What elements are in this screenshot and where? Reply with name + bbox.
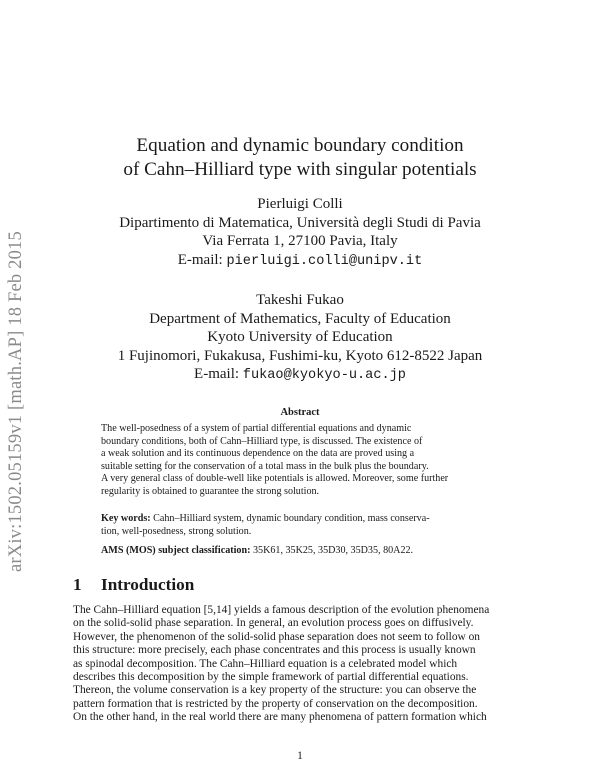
ams-label: AMS (MOS) subject classification: — [101, 545, 251, 556]
author-block-2 — [60, 291, 540, 386]
section-title: Introduction — [101, 575, 195, 594]
intro-line: pattern formation that is restricted by the property of conservation on the decomposition. — [73, 697, 478, 710]
keywords — [101, 513, 499, 538]
intro-line: The Cahn–Hilliard equation [5,14] yields a famous description of the evolution phenomena — [73, 604, 490, 616]
author-email[interactable]: fukao@kyokyo-u.ac.jp — [242, 368, 406, 383]
abstract-line: regularity is obtained to guarantee the strong solution. — [101, 485, 320, 497]
section-heading-introduction — [73, 575, 194, 595]
ams-codes: 35K61, 35K25, 35D30, 35D35, 80A22. — [252, 545, 414, 556]
abstract-line: The well-posedness of a system of partial differential equations and dynamic — [101, 423, 412, 434]
keywords-line-2: tion, well-posedness, strong solution. — [101, 525, 252, 537]
author-email-line — [60, 365, 540, 386]
email-label: E-mail: — [194, 366, 240, 382]
title-line-1: Equation and dynamic boundary condition — [136, 135, 464, 156]
author-address: Via Ferrata 1, 27100 Pavia, Italy — [202, 233, 398, 249]
author-block-1 — [60, 195, 540, 271]
author-address: 1 Fujinomori, Fukakusa, Fushimi-ku, Kyoto 612-8522 Japan — [117, 347, 483, 364]
email-label: E-mail: — [177, 251, 223, 268]
abstract-heading: Abstract — [280, 407, 320, 418]
intro-line: However, the phenomenon of the solid-solid phase separation does not seem to follow on — [73, 630, 480, 643]
abstract-line: suitable setting for the conservation of a total mass in the bulk plus the boundary. — [101, 460, 429, 472]
title-line-2: of Cahn–Hilliard type with singular potentials — [123, 159, 477, 180]
section-number: 1 — [73, 575, 82, 594]
keywords-text: Cahn–Hilliard system, dynamic boundary condition, mass conserva- — [153, 513, 430, 524]
paper-title — [60, 134, 540, 182]
abstract-body — [101, 423, 499, 499]
intro-line: as spinodal decomposition. The Cahn–Hilliard equation is a celebrated model which — [73, 657, 458, 670]
abstract-line: a weak solution and its continuous dependence on the data are proved using a — [101, 448, 415, 460]
keywords-label: Key words: — [101, 513, 151, 524]
intro-line: Thereon, the volume conservation is a key property of the structure: you can observe the — [73, 684, 477, 697]
abstract-line: boundary conditions, both of Cahn–Hilliard type, is discussed. The existence of — [101, 435, 423, 447]
author-name: Takeshi Fukao — [256, 292, 344, 308]
intro-line: On the other hand, in the real world there are many phenomena of pattern formation which — [73, 711, 487, 724]
author-affiliation: Department of Mathematics, Faculty of Education — [149, 310, 451, 327]
keywords-line-1 — [101, 513, 499, 526]
intro-line: this structure: more precisely, each phase concentrates and this process is usually known — [73, 644, 476, 657]
introduction-body — [73, 604, 529, 725]
intro-line: describes this decomposition by the simple framework of partial differential equations. — [73, 671, 469, 684]
abstract-line: A very general class of double-well like potentials is allowed. Moreover, some further — [101, 473, 449, 485]
author-institution: Kyoto University of Education — [207, 329, 393, 345]
author-name: Pierluigi Colli — [257, 196, 343, 212]
page-number: 1 — [297, 750, 303, 762]
ams-classification — [101, 545, 413, 556]
author-email-line — [60, 251, 540, 272]
author-email[interactable]: pierluigi.colli@unipv.it — [226, 253, 423, 269]
arxiv-identifier-stamp: arXiv:1502.05159v1 [math.AP] 18 Feb 2015 — [6, 231, 26, 572]
author-affiliation: Dipartimento di Matematica, Università degli Studi di Pavia — [119, 214, 481, 231]
intro-line: on the solid-solid phase separation. In general, an evolution process goes on diffusively. — [73, 617, 474, 630]
